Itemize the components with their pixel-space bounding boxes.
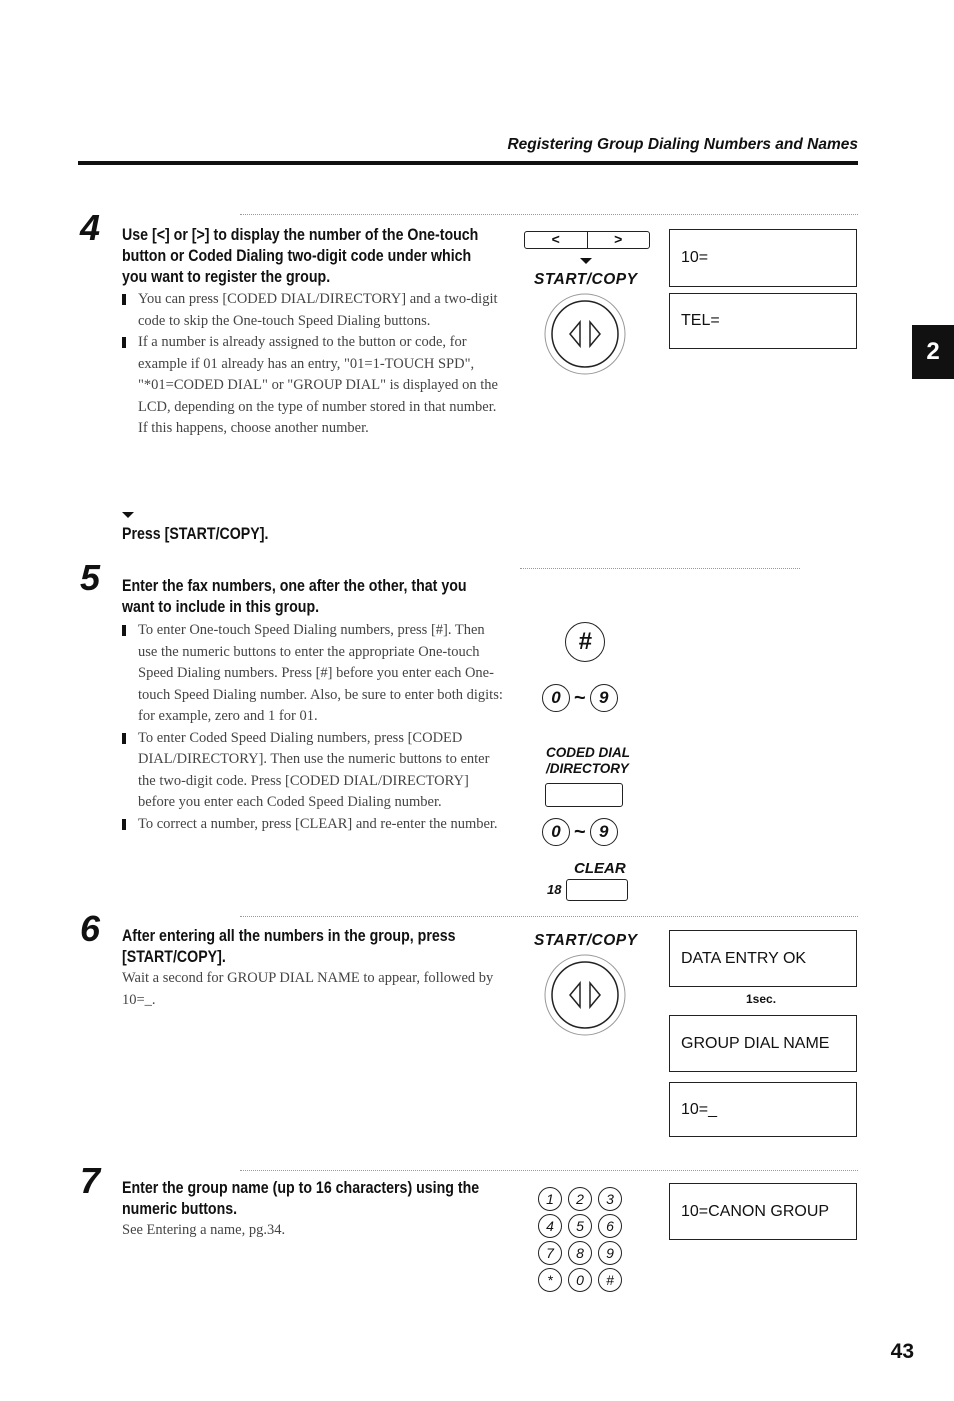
start-copy-label: START/COPY xyxy=(534,271,638,288)
step-number-6: 6 xyxy=(80,908,101,949)
coded-dial-directory-button[interactable] xyxy=(545,783,623,807)
lcd-display xyxy=(669,293,857,349)
keypad-8-button[interactable]: 8 xyxy=(568,1241,592,1265)
lcd-display xyxy=(669,229,857,287)
arrow-keys xyxy=(524,231,650,249)
clear-reference-number: 18 xyxy=(547,882,562,897)
step-5-bullets xyxy=(122,620,507,835)
lcd-text: 10=CANON GROUP xyxy=(681,1202,830,1220)
lcd-text: TEL= xyxy=(681,312,720,329)
header-rule xyxy=(78,161,858,165)
lcd-text: 10=_ xyxy=(681,1100,718,1118)
step-number-4: 4 xyxy=(80,207,101,248)
step-4-title: Use [<] or [>] to display the number of the One-touch button or Coded Dialing two-digit code under which you want to register the group. xyxy=(122,226,479,286)
keypad-7-button[interactable]: 7 xyxy=(538,1241,562,1265)
digit-9-button[interactable]: 9 xyxy=(590,684,618,712)
page-header-title: Registering Group Dialing Numbers and Names xyxy=(507,136,858,153)
digit-9-button[interactable]: 9 xyxy=(590,818,618,846)
left-arrow-button[interactable]: < xyxy=(525,232,588,248)
keypad-2-button[interactable]: 2 xyxy=(568,1187,592,1211)
down-arrow-icon xyxy=(122,512,134,518)
clear-label: CLEAR xyxy=(574,860,626,877)
separator-step4 xyxy=(240,214,858,215)
lcd-display xyxy=(669,1183,857,1240)
digit-0-button[interactable]: 0 xyxy=(542,818,570,846)
separator-step5 xyxy=(520,568,800,569)
step-4-action: Press [START/COPY]. xyxy=(122,525,269,543)
start-copy-label: START/COPY xyxy=(534,932,638,949)
step-7-title: Enter the group name (up to 16 characters) using the numeric buttons. xyxy=(122,1179,480,1218)
hash-button[interactable]: # xyxy=(565,622,605,662)
keypad-1-button[interactable]: 1 xyxy=(538,1187,562,1211)
numeric-range-keys xyxy=(542,684,618,712)
step-5-bullet-2: To enter Coded Speed Dialing numbers, press [CODED DIAL/DIRECTORY]. Then use the numeric buttons to enter the two-digit code. Press [CODED DIAL/DIRECTORY] before you enter each Coded Speed Dialing number. xyxy=(122,728,507,814)
step-5-title: Enter the fax numbers, one after the other, that you want to include in this group. xyxy=(122,577,467,616)
lcd-display xyxy=(669,1082,857,1137)
right-arrow-button[interactable]: > xyxy=(614,231,623,247)
step-6-title: After entering all the numbers in the group, press [START/COPY]. xyxy=(122,927,456,966)
tilde-symbol: ~ xyxy=(574,686,586,709)
keypad-5-button[interactable]: 5 xyxy=(568,1214,592,1238)
step-5-bullet-3: To correct a number, press [CLEAR] and re-enter the number. xyxy=(122,814,507,836)
clear-button[interactable] xyxy=(566,879,628,901)
step-4-bullet-2: If a number is already assigned to the button or code, for example if 01 already has an entry, "01=1-TOUCH SPD", "*01=CODED DIAL" or "GROUP DIAL" is displayed on the LCD, depending on the type of number stored in that number. If this happens, choose another number. xyxy=(122,332,507,440)
keypad-4-button[interactable]: 4 xyxy=(538,1214,562,1238)
digit-0-button[interactable]: 0 xyxy=(542,684,570,712)
keypad-9-button[interactable]: 9 xyxy=(598,1241,622,1265)
keypad-6-button[interactable]: 6 xyxy=(598,1214,622,1238)
keypad-star-button[interactable]: * xyxy=(538,1268,562,1292)
keypad-hash-button[interactable]: # xyxy=(598,1268,622,1292)
step-number-5: 5 xyxy=(80,557,101,598)
numeric-keypad xyxy=(538,1187,622,1292)
coded-dial-label: CODED DIAL xyxy=(546,745,630,760)
step-4-bullets xyxy=(122,289,507,440)
page-number: 43 xyxy=(890,1340,914,1363)
step-4-bullet-1: You can press [CODED DIAL/DIRECTORY] and a two-digit code to skip the One-touch Speed Dialing buttons. xyxy=(122,289,507,332)
lcd-text: DATA ENTRY OK xyxy=(681,949,807,967)
step-7-body: See Entering a name, pg.34. xyxy=(122,1222,286,1238)
step-5-bullet-1: To enter One-touch Speed Dialing numbers, press [#]. Then use the numeric buttons to enter the appropriate One-touch Speed Dialing numbers. Press [#] before you enter each One-touch Speed Dialing number. Also, be sure to enter both digits: for example, zero and 1 for 01. xyxy=(122,620,507,728)
directory-label: /DIRECTORY xyxy=(546,761,629,776)
step-6-body: Wait a second for GROUP DIAL NAME to appear, followed by 10=_. xyxy=(122,970,494,1008)
step-number-7: 7 xyxy=(80,1160,101,1201)
lcd-text: GROUP DIAL NAME xyxy=(681,1034,830,1052)
start-copy-button-icon[interactable] xyxy=(540,292,632,378)
separator-step6 xyxy=(240,916,858,917)
lcd-display xyxy=(669,1015,857,1072)
keypad-0-button[interactable]: 0 xyxy=(568,1268,592,1292)
lcd-display xyxy=(669,930,857,987)
separator-step7 xyxy=(240,1170,858,1171)
chapter-tab: 2 xyxy=(912,325,954,379)
lcd-text: 10= xyxy=(681,249,709,266)
timer-label: 1sec. xyxy=(746,992,777,1006)
start-copy-button-icon[interactable] xyxy=(540,953,632,1039)
keypad-3-button[interactable]: 3 xyxy=(598,1187,622,1211)
tilde-symbol: ~ xyxy=(574,820,586,843)
numeric-range-keys xyxy=(542,818,618,846)
down-arrow-icon xyxy=(580,258,592,264)
